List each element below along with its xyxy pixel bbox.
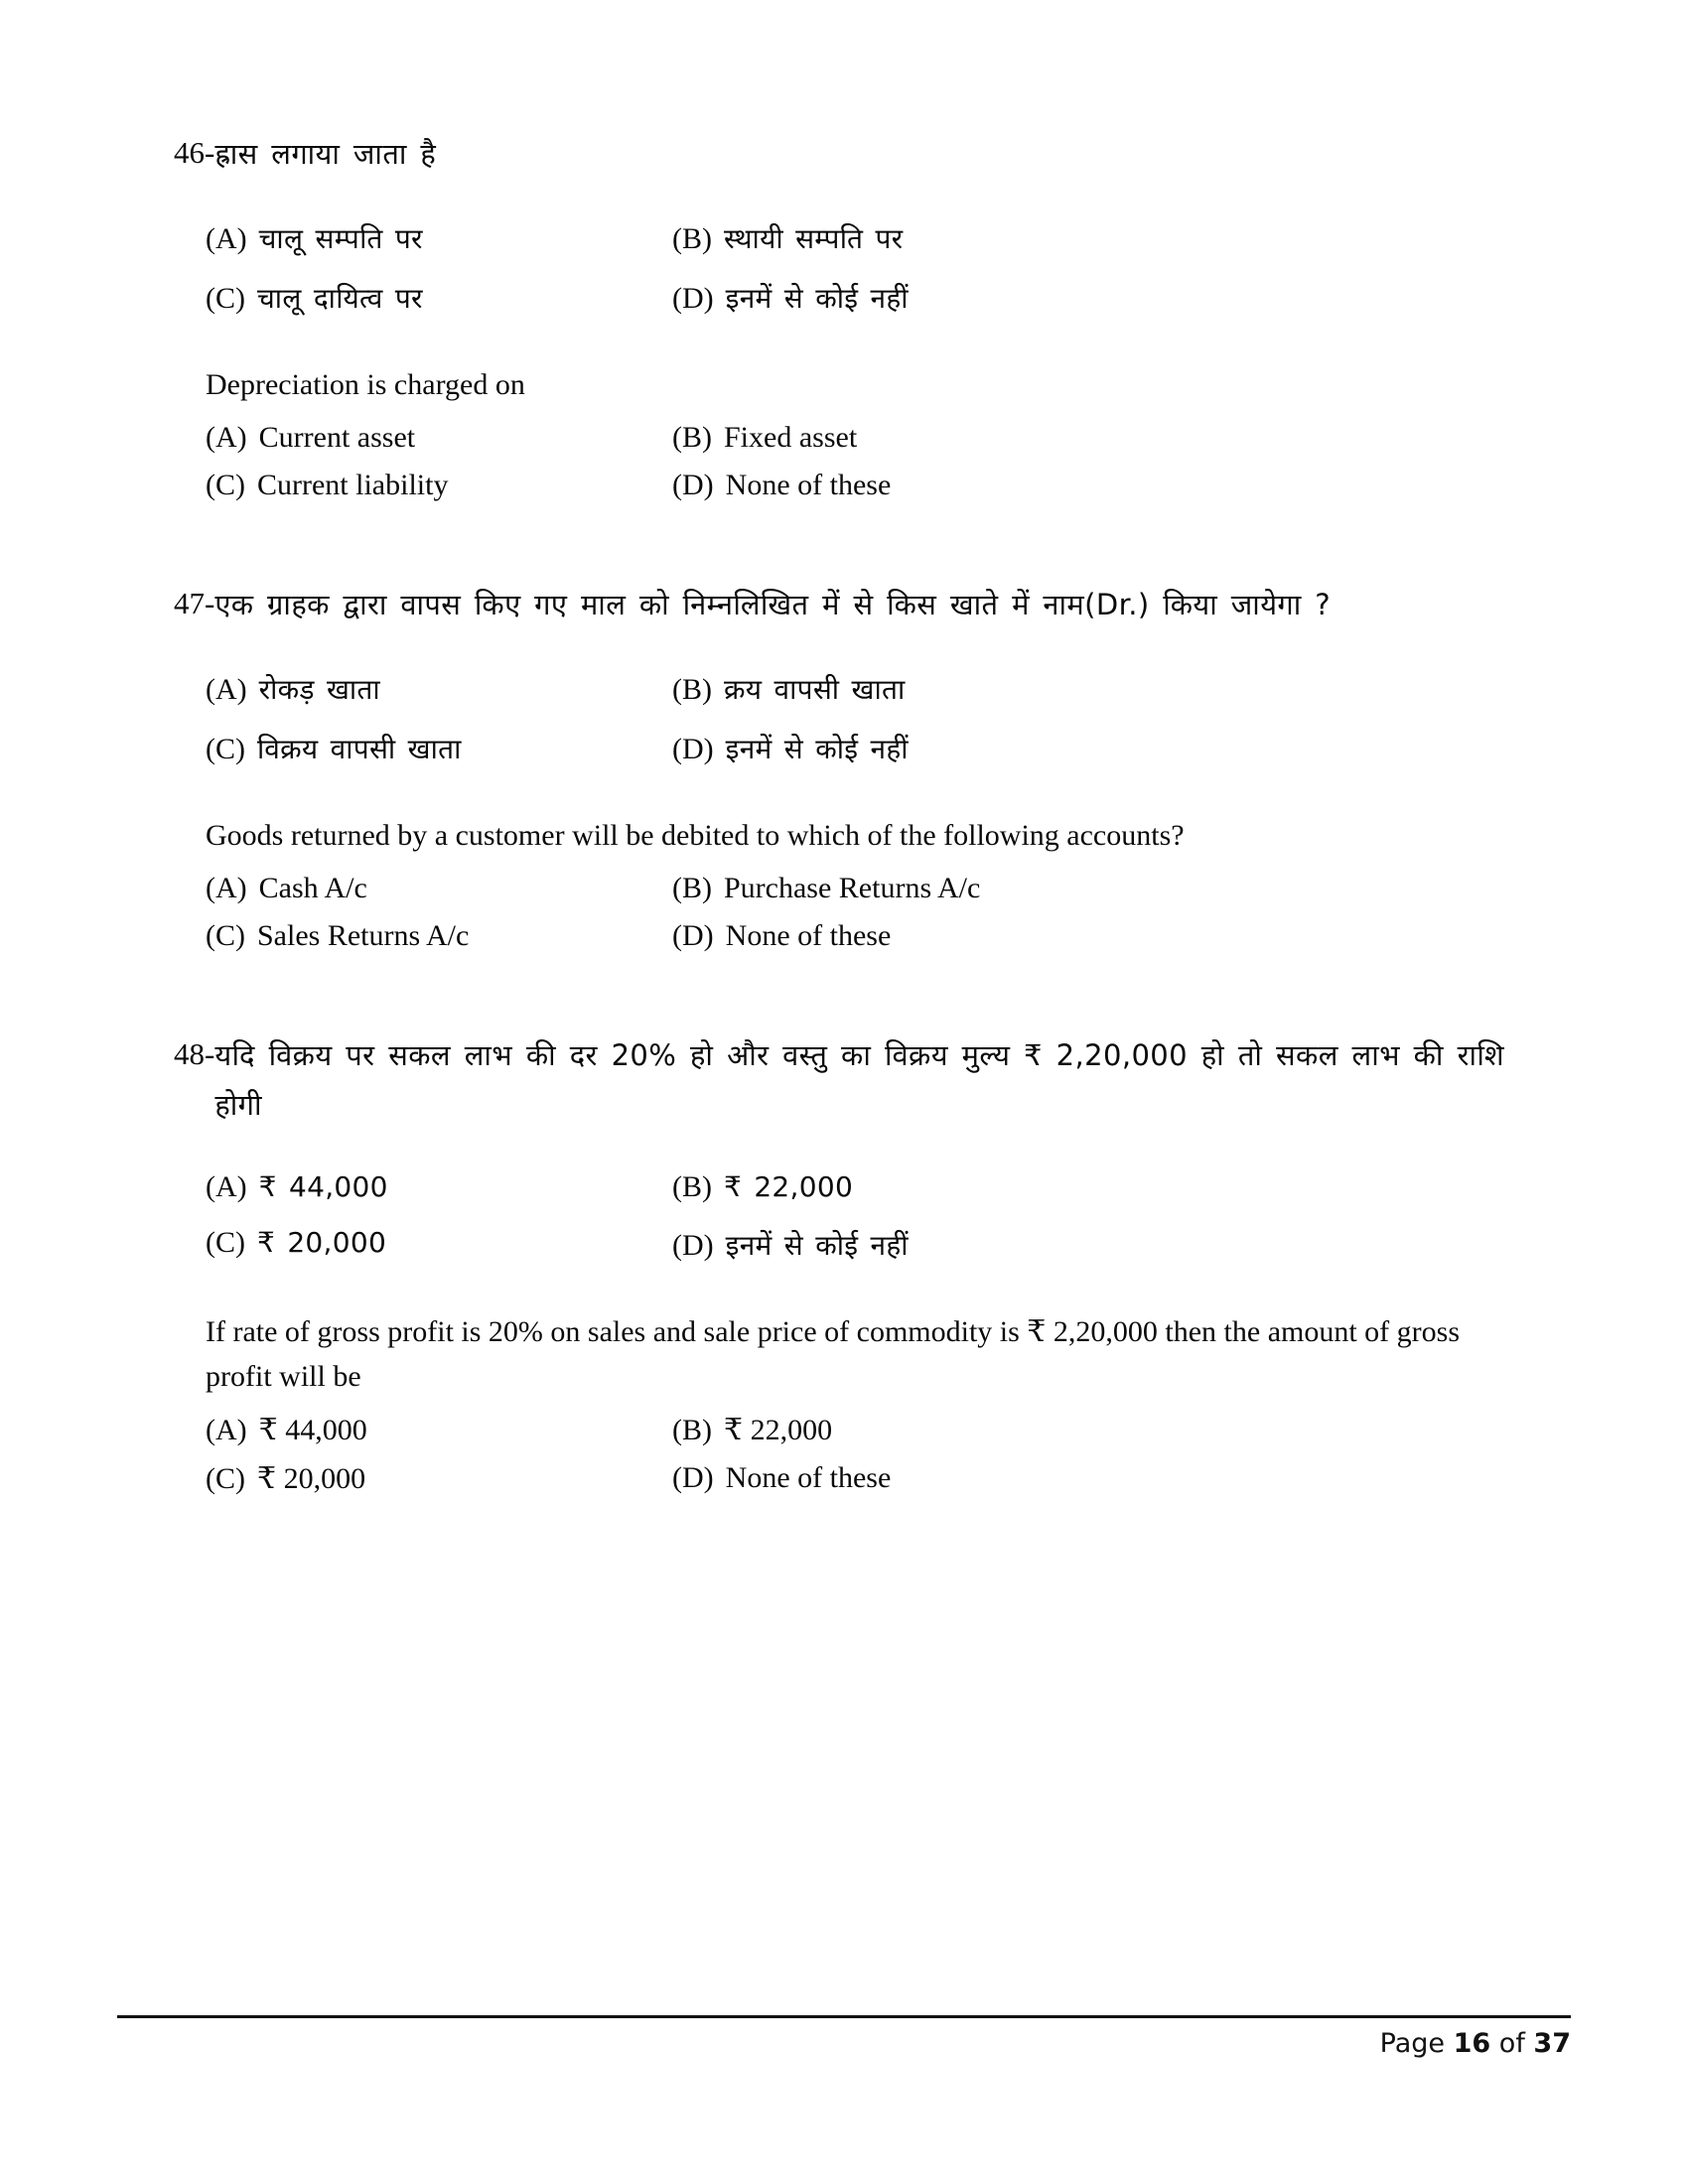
question-48-option-d-hindi[interactable] [672, 1226, 1504, 1264]
footer-divider [117, 2015, 1571, 2018]
questions-container [174, 129, 1504, 1496]
question-47-option-c-hindi[interactable] [206, 730, 672, 767]
question-48-option-c-english[interactable] [206, 1461, 672, 1496]
option-text-b: Purchase Returns A/c [724, 871, 981, 904]
question-47-hindi-options-row-2 [206, 730, 1504, 767]
question-47-english-options-row-1 [206, 872, 1504, 905]
option-text-a: Current asset [258, 420, 416, 454]
option-tag-c: (C) [206, 1226, 245, 1259]
option-text-c: चालू दायित्व पर [257, 281, 423, 315]
option-tag-b: (B) [672, 871, 712, 904]
question-46-number: 46- [174, 135, 215, 170]
option-tag-c: (C) [206, 281, 245, 315]
option-tag-c: (C) [206, 1462, 245, 1495]
question-47-hindi-options-row-1 [206, 670, 1504, 708]
option-text-d: None of these [725, 1461, 892, 1494]
question-47-number: 47- [174, 585, 215, 620]
question-47-option-d-english[interactable] [672, 919, 1504, 953]
option-tag-d: (D) [672, 1229, 714, 1262]
option-text-a: Cash A/c [258, 871, 367, 904]
page-footer [117, 2015, 1571, 2059]
page-number-indicator [117, 2028, 1571, 2059]
option-tag-c: (C) [206, 468, 245, 501]
option-tag-a: (A) [206, 420, 247, 454]
question-47-stem-hindi [174, 580, 1504, 630]
question-46-option-b-english[interactable] [672, 421, 1504, 455]
option-tag-d: (D) [672, 1461, 714, 1494]
option-text-b: ₹ 22,000 [724, 1414, 833, 1446]
option-text-d: None of these [725, 918, 892, 952]
option-tag-a: (A) [206, 221, 247, 255]
question-47-option-a-hindi[interactable] [206, 670, 672, 708]
question-48-option-b-hindi[interactable] [672, 1170, 1504, 1204]
footer-current-page: 16 [1453, 2028, 1491, 2059]
question-46-english-options-row-1 [206, 421, 1504, 455]
question-48-hindi-options-row-2 [206, 1226, 1504, 1264]
option-tag-d: (D) [672, 732, 714, 765]
question-47-option-b-english[interactable] [672, 872, 1504, 905]
question-46-stem-hindi [174, 129, 1504, 180]
option-text-c: Current liability [257, 468, 449, 501]
option-text-d: इनमें से कोई नहीं [725, 732, 909, 765]
question-48-option-b-english[interactable] [672, 1413, 1504, 1447]
option-tag-b: (B) [672, 420, 712, 454]
question-48-option-a-hindi[interactable] [206, 1170, 672, 1204]
option-text-b: Fixed asset [724, 420, 858, 454]
question-46-english-options-row-2 [206, 469, 1504, 502]
option-text-d: इनमें से कोई नहीं [725, 281, 909, 315]
option-tag-b: (B) [672, 221, 712, 255]
question-block-48 [174, 1030, 1504, 1497]
option-tag-a: (A) [206, 1414, 247, 1446]
option-text-c: Sales Returns A/c [257, 918, 470, 952]
question-47-option-a-english[interactable] [206, 872, 672, 905]
option-tag-a: (A) [206, 1170, 247, 1203]
option-tag-d: (D) [672, 281, 714, 315]
option-tag-a: (A) [206, 672, 247, 706]
question-46-option-c-english[interactable] [206, 469, 672, 502]
question-46-text-hindi: ह्रास लगाया जाता है [214, 137, 437, 171]
question-46-hindi-options-row-1 [206, 219, 1504, 257]
footer-total-pages: 37 [1533, 2028, 1571, 2059]
option-text-a: ₹ 44,000 [258, 1170, 388, 1203]
option-text-b: ₹ 22,000 [724, 1170, 854, 1203]
question-47-option-b-hindi[interactable] [672, 670, 1504, 708]
question-46-option-d-hindi[interactable] [672, 279, 1504, 317]
question-46-option-c-hindi[interactable] [206, 279, 672, 317]
option-tag-d: (D) [672, 918, 714, 952]
option-tag-b: (B) [672, 1170, 712, 1203]
option-text-b: स्थायी सम्पति पर [724, 221, 904, 255]
option-text-a: चालू सम्पति पर [258, 221, 423, 255]
question-47-english-options-row-2 [206, 919, 1504, 953]
question-47-option-d-hindi[interactable] [672, 730, 1504, 767]
option-text-b: क्रय वापसी खाता [724, 672, 906, 706]
question-48-stem-hindi [174, 1030, 1504, 1132]
question-46-option-a-english[interactable] [206, 421, 672, 455]
question-48-stem-english: If rate of gross profit is 20% on sales and sale price of commodity is ₹ 2,20,000 then the amount of gross profit will be [206, 1315, 1461, 1393]
question-46-option-d-english[interactable] [672, 469, 1504, 502]
question-46-option-b-hindi[interactable] [672, 219, 1504, 257]
question-block-46 [174, 129, 1504, 502]
question-48-option-d-english[interactable] [672, 1461, 1504, 1496]
question-47-option-c-english[interactable] [206, 919, 672, 953]
option-tag-b: (B) [672, 1414, 712, 1446]
option-text-a: ₹ 44,000 [258, 1414, 367, 1446]
option-text-a: रोकड़ खाता [258, 672, 380, 706]
option-text-d: None of these [725, 468, 892, 501]
option-tag-c: (C) [206, 918, 245, 952]
question-46-hindi-options-row-2 [206, 279, 1504, 317]
question-48-hindi-options-row-1 [206, 1170, 1504, 1204]
question-48-number: 48- [174, 1035, 215, 1071]
question-48-option-c-hindi[interactable] [206, 1226, 672, 1264]
question-46-option-a-hindi[interactable] [206, 219, 672, 257]
option-text-c: विक्रय वापसी खाता [257, 732, 462, 765]
question-48-english-options-row-1 [206, 1413, 1504, 1447]
question-46-stem-english: Depreciation is charged on [206, 367, 525, 401]
option-tag-b: (B) [672, 672, 712, 706]
question-48-english-options-row-2 [206, 1461, 1504, 1496]
option-text-c: ₹ 20,000 [257, 1226, 387, 1259]
question-block-47 [174, 580, 1504, 953]
option-tag-a: (A) [206, 871, 247, 904]
footer-of-word: of [1498, 2028, 1525, 2059]
question-48-text-hindi: यदि विक्रय पर सकल लाभ की दर 20% हो और वस्तु का विक्रय मुल्य ₹ 2,20,000 हो तो सकल लाभ की राशि होगी [214, 1037, 1504, 1123]
question-48-option-a-english[interactable] [206, 1413, 672, 1447]
question-47-text-hindi: एक ग्राहक द्वारा वापस किए गए माल को निम्नलिखित में से किस खाते में नाम(Dr.) किया जायेगा ? [214, 587, 1332, 621]
option-text-d: इनमें से कोई नहीं [725, 1229, 909, 1262]
option-tag-c: (C) [206, 732, 245, 765]
option-tag-d: (D) [672, 468, 714, 501]
footer-page-word: Page [1379, 2028, 1446, 2059]
option-text-c: ₹ 20,000 [257, 1462, 366, 1495]
question-47-stem-english: Goods returned by a customer will be debited to which of the following accounts? [206, 818, 1185, 852]
